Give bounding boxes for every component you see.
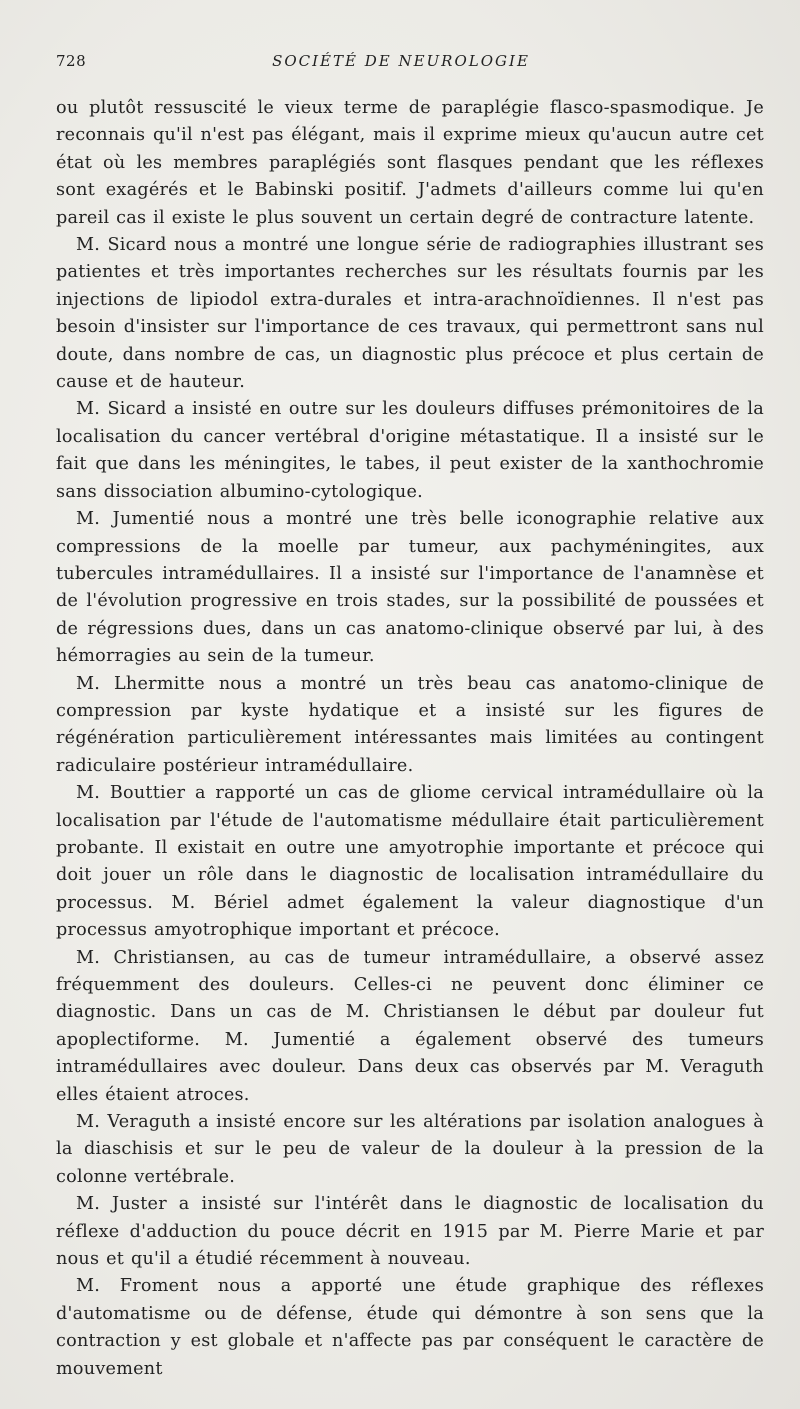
page-header bbox=[56, 52, 746, 76]
page-number: 728 bbox=[56, 52, 87, 70]
paragraph-continuation: ou plutôt ressuscité le vieux terme de paraplégie flasco-spasmodique. Je reconnais qu'il n'est pas élégant, mais il exprime mieux qu'aucun autre cet état où les membres paraplégiés sont flasques pendant que les réflexes sont exagérés et le Babinski positif. J'admets d'ailleurs comme lui qu'en pareil cas il existe le plus souvent un certain degré de contracture latente. bbox=[56, 98, 764, 228]
paragraph-froment: M. Froment nous a apporté une étude graphique des réflexes d'automatisme ou de défense, étude qui démontre à son sens que la contraction y est globale et n'affecte pas par conséquent le caractère de mouvement bbox=[56, 1276, 764, 1379]
paragraph-juster: M. Juster a insisté sur l'intérêt dans le diagnostic de localisation du réflexe d'adduction du pouce décrit en 1915 par M. Pierre Marie et par nous et qu'il a étudié récemment à nouveau. bbox=[56, 1194, 764, 1270]
paragraph-lhermitte: M. Lhermitte nous a montré un très beau cas anatomo-clinique de compression par kyste hydatique et a insisté sur les figures de régénération particulièrement intéressantes mais limitées au contingent radiculaire postérieur intramédullaire. bbox=[56, 673, 764, 776]
paragraph-jumentie: M. Jumentié nous a montré une très belle iconographie relative aux compressions de la moelle par tumeur, aux pachyméningites, aux tubercules intramédullaires. Il a insisté sur l'importance de l'anamnèse et de l'évolution progressive en trois stades, sur la possibilité de poussées et de régressions dues, dans un cas anatomo-clinique observé par lui, à des hémorragies au sein de la tumeur. bbox=[56, 509, 764, 667]
paragraph-christiansen: M. Christiansen, au cas de tumeur intramédullaire, a observé assez fréquemment des douleurs. Celles-ci ne peuvent donc éliminer ce diagnostic. Dans un cas de M. Christiansen le début par douleur fut apoplectiforme. M. Jumentié a également observé des tumeurs intramédullaires avec douleur. Dans deux cas observés par M. Veraguth elles étaient atroces. bbox=[56, 947, 764, 1105]
running-title: SOCIÉTÉ DE NEUROLOGIE bbox=[272, 52, 530, 70]
body-text bbox=[56, 95, 764, 1383]
paragraph-sicard-radiographies: M. Sicard nous a montré une longue série de radiographies illustrant ses patientes et très importantes recherches sur les résultats fournis par les injections de lipiodol extra-durales et intra-arachnoïdiennes. Il n'est pas besoin d'insister sur l'importance de ces travaux, qui permettront sans nul doute, dans nombre de cas, un diagnostic plus précoce et plus certain de cause et de hauteur. bbox=[56, 235, 764, 393]
paragraph-bouttier: M. Bouttier a rapporté un cas de gliome cervical intramédullaire où la localisation par l'étude de l'automatisme médullaire était particulièrement probante. Il existait en outre une amyotrophie importante et précoce qui doit jouer un rôle dans le diagnostic de localisation intramédullaire du processus. M. Bériel admet également la valeur diagnostique d'un processus amyotrophique important et précoce. bbox=[56, 783, 764, 941]
paragraph-sicard-douleurs: M. Sicard a insisté en outre sur les douleurs diffuses prémonitoires de la localisation du cancer vertébral d'origine métastatique. Il a insisté sur le fait que dans les méningites, le tabes, il peut exister de la xanthochromie sans dissociation albumino-cytologique. bbox=[56, 399, 764, 502]
paragraph-veraguth: M. Veraguth a insisté encore sur les altérations par isolation analogues à la diaschisis et sur le peu de valeur de la douleur à la pression de la colonne vertébrale. bbox=[56, 1112, 764, 1187]
